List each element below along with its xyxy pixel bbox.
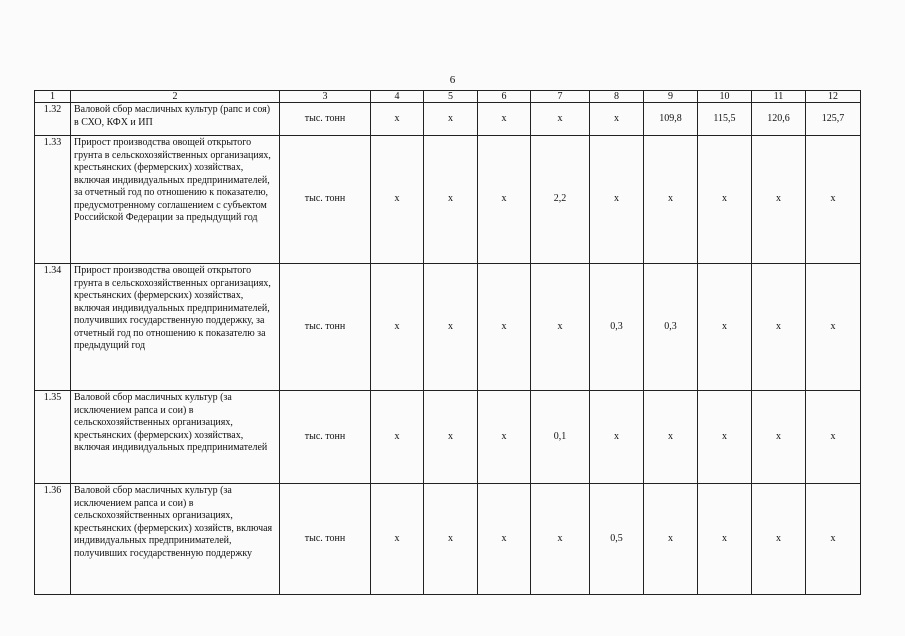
column-number-header: 12 [806, 91, 861, 103]
row-unit: тыс. тонн [280, 264, 371, 391]
row-value: х [644, 136, 698, 264]
column-number-header: 7 [531, 91, 590, 103]
row-unit: тыс. тонн [280, 103, 371, 136]
row-value: х [752, 484, 806, 595]
row-value: 115,5 [698, 103, 752, 136]
column-number-header: 9 [644, 91, 698, 103]
row-value: х [424, 264, 478, 391]
row-value: х [698, 264, 752, 391]
column-number-header: 2 [71, 91, 280, 103]
column-number-header: 8 [590, 91, 644, 103]
row-value: 0,1 [531, 391, 590, 484]
page-number: 6 [449, 74, 456, 86]
row-number: 1.32 [35, 103, 71, 136]
indicators-table [34, 90, 861, 595]
row-value: х [371, 391, 424, 484]
header-row [35, 91, 861, 103]
row-description: Прирост производства овощей открытого грунта в сельскохозяйственных организациях, крестьянских (фермерских) хозяйствах, включая индивидуальных предпринимателей, за отчетный год по отношению к показателю, предусмотренному соглашением с субъектом Российской Федерации за предыдущий год [71, 136, 280, 264]
row-value: х [644, 484, 698, 595]
row-value: х [478, 103, 531, 136]
row-number: 1.34 [35, 264, 71, 391]
row-unit: тыс. тонн [280, 484, 371, 595]
row-unit: тыс. тонн [280, 391, 371, 484]
row-value: х [752, 391, 806, 484]
row-value: х [590, 103, 644, 136]
row-value: х [531, 103, 590, 136]
row-value: х [371, 264, 424, 391]
row-value: х [478, 264, 531, 391]
row-value: х [478, 484, 531, 595]
row-value: х [698, 484, 752, 595]
row-value: х [424, 391, 478, 484]
row-value: х [752, 264, 806, 391]
row-value: х [806, 484, 861, 595]
column-number-header: 11 [752, 91, 806, 103]
row-description: Валовой сбор масличных культур (за исключением рапса и сои) в сельскохозяйственных организациях, крестьянских (фермерских) хозяйствах, включая индивидуальных предпринимателей [71, 391, 280, 484]
row-value: х [698, 391, 752, 484]
row-value: 125,7 [806, 103, 861, 136]
row-value: х [752, 136, 806, 264]
row-value: х [806, 136, 861, 264]
row-value: х [478, 391, 531, 484]
table-row [35, 391, 861, 484]
row-value: х [424, 484, 478, 595]
row-value: х [424, 136, 478, 264]
row-value: х [644, 391, 698, 484]
row-description: Прирост производства овощей открытого грунта в сельскохозяйственных организациях, крестьянских (фермерских) хозяйствах, включая индивидуальных предпринимателей, получивших государственную поддержку, за отчетный год по отношению к показателю за предыдущий год [71, 264, 280, 391]
row-value: 0,3 [644, 264, 698, 391]
column-number-header: 4 [371, 91, 424, 103]
row-value: х [531, 264, 590, 391]
row-value: х [371, 484, 424, 595]
column-number-header: 5 [424, 91, 478, 103]
row-value: х [590, 136, 644, 264]
row-value: х [424, 103, 478, 136]
row-number: 1.35 [35, 391, 71, 484]
row-value: х [478, 136, 531, 264]
row-value: х [698, 136, 752, 264]
row-unit: тыс. тонн [280, 136, 371, 264]
row-value: х [590, 391, 644, 484]
row-value: х [806, 391, 861, 484]
row-number: 1.36 [35, 484, 71, 595]
row-value: х [806, 264, 861, 391]
table-row [35, 264, 861, 391]
column-number-header: 3 [280, 91, 371, 103]
row-value: 109,8 [644, 103, 698, 136]
row-value: 0,5 [590, 484, 644, 595]
row-description: Валовой сбор масличных культур (за исключением рапса и сои) в сельскохозяйственных организациях, крестьянских (фермерских) хозяйств, включая индивидуальных предпринимателей, получивших государственную поддержку [71, 484, 280, 595]
row-value: х [371, 103, 424, 136]
row-value: 120,6 [752, 103, 806, 136]
row-value: 0,3 [590, 264, 644, 391]
column-number-header: 6 [478, 91, 531, 103]
row-value: х [371, 136, 424, 264]
table-row [35, 484, 861, 595]
column-number-header: 1 [35, 91, 71, 103]
row-description: Валовой сбор масличных культур (рапс и соя) в СХО, КФХ и ИП [71, 103, 280, 136]
table-row [35, 136, 861, 264]
table-row [35, 103, 861, 136]
row-number: 1.33 [35, 136, 71, 264]
column-number-header: 10 [698, 91, 752, 103]
row-value: х [531, 484, 590, 595]
row-value: 2,2 [531, 136, 590, 264]
